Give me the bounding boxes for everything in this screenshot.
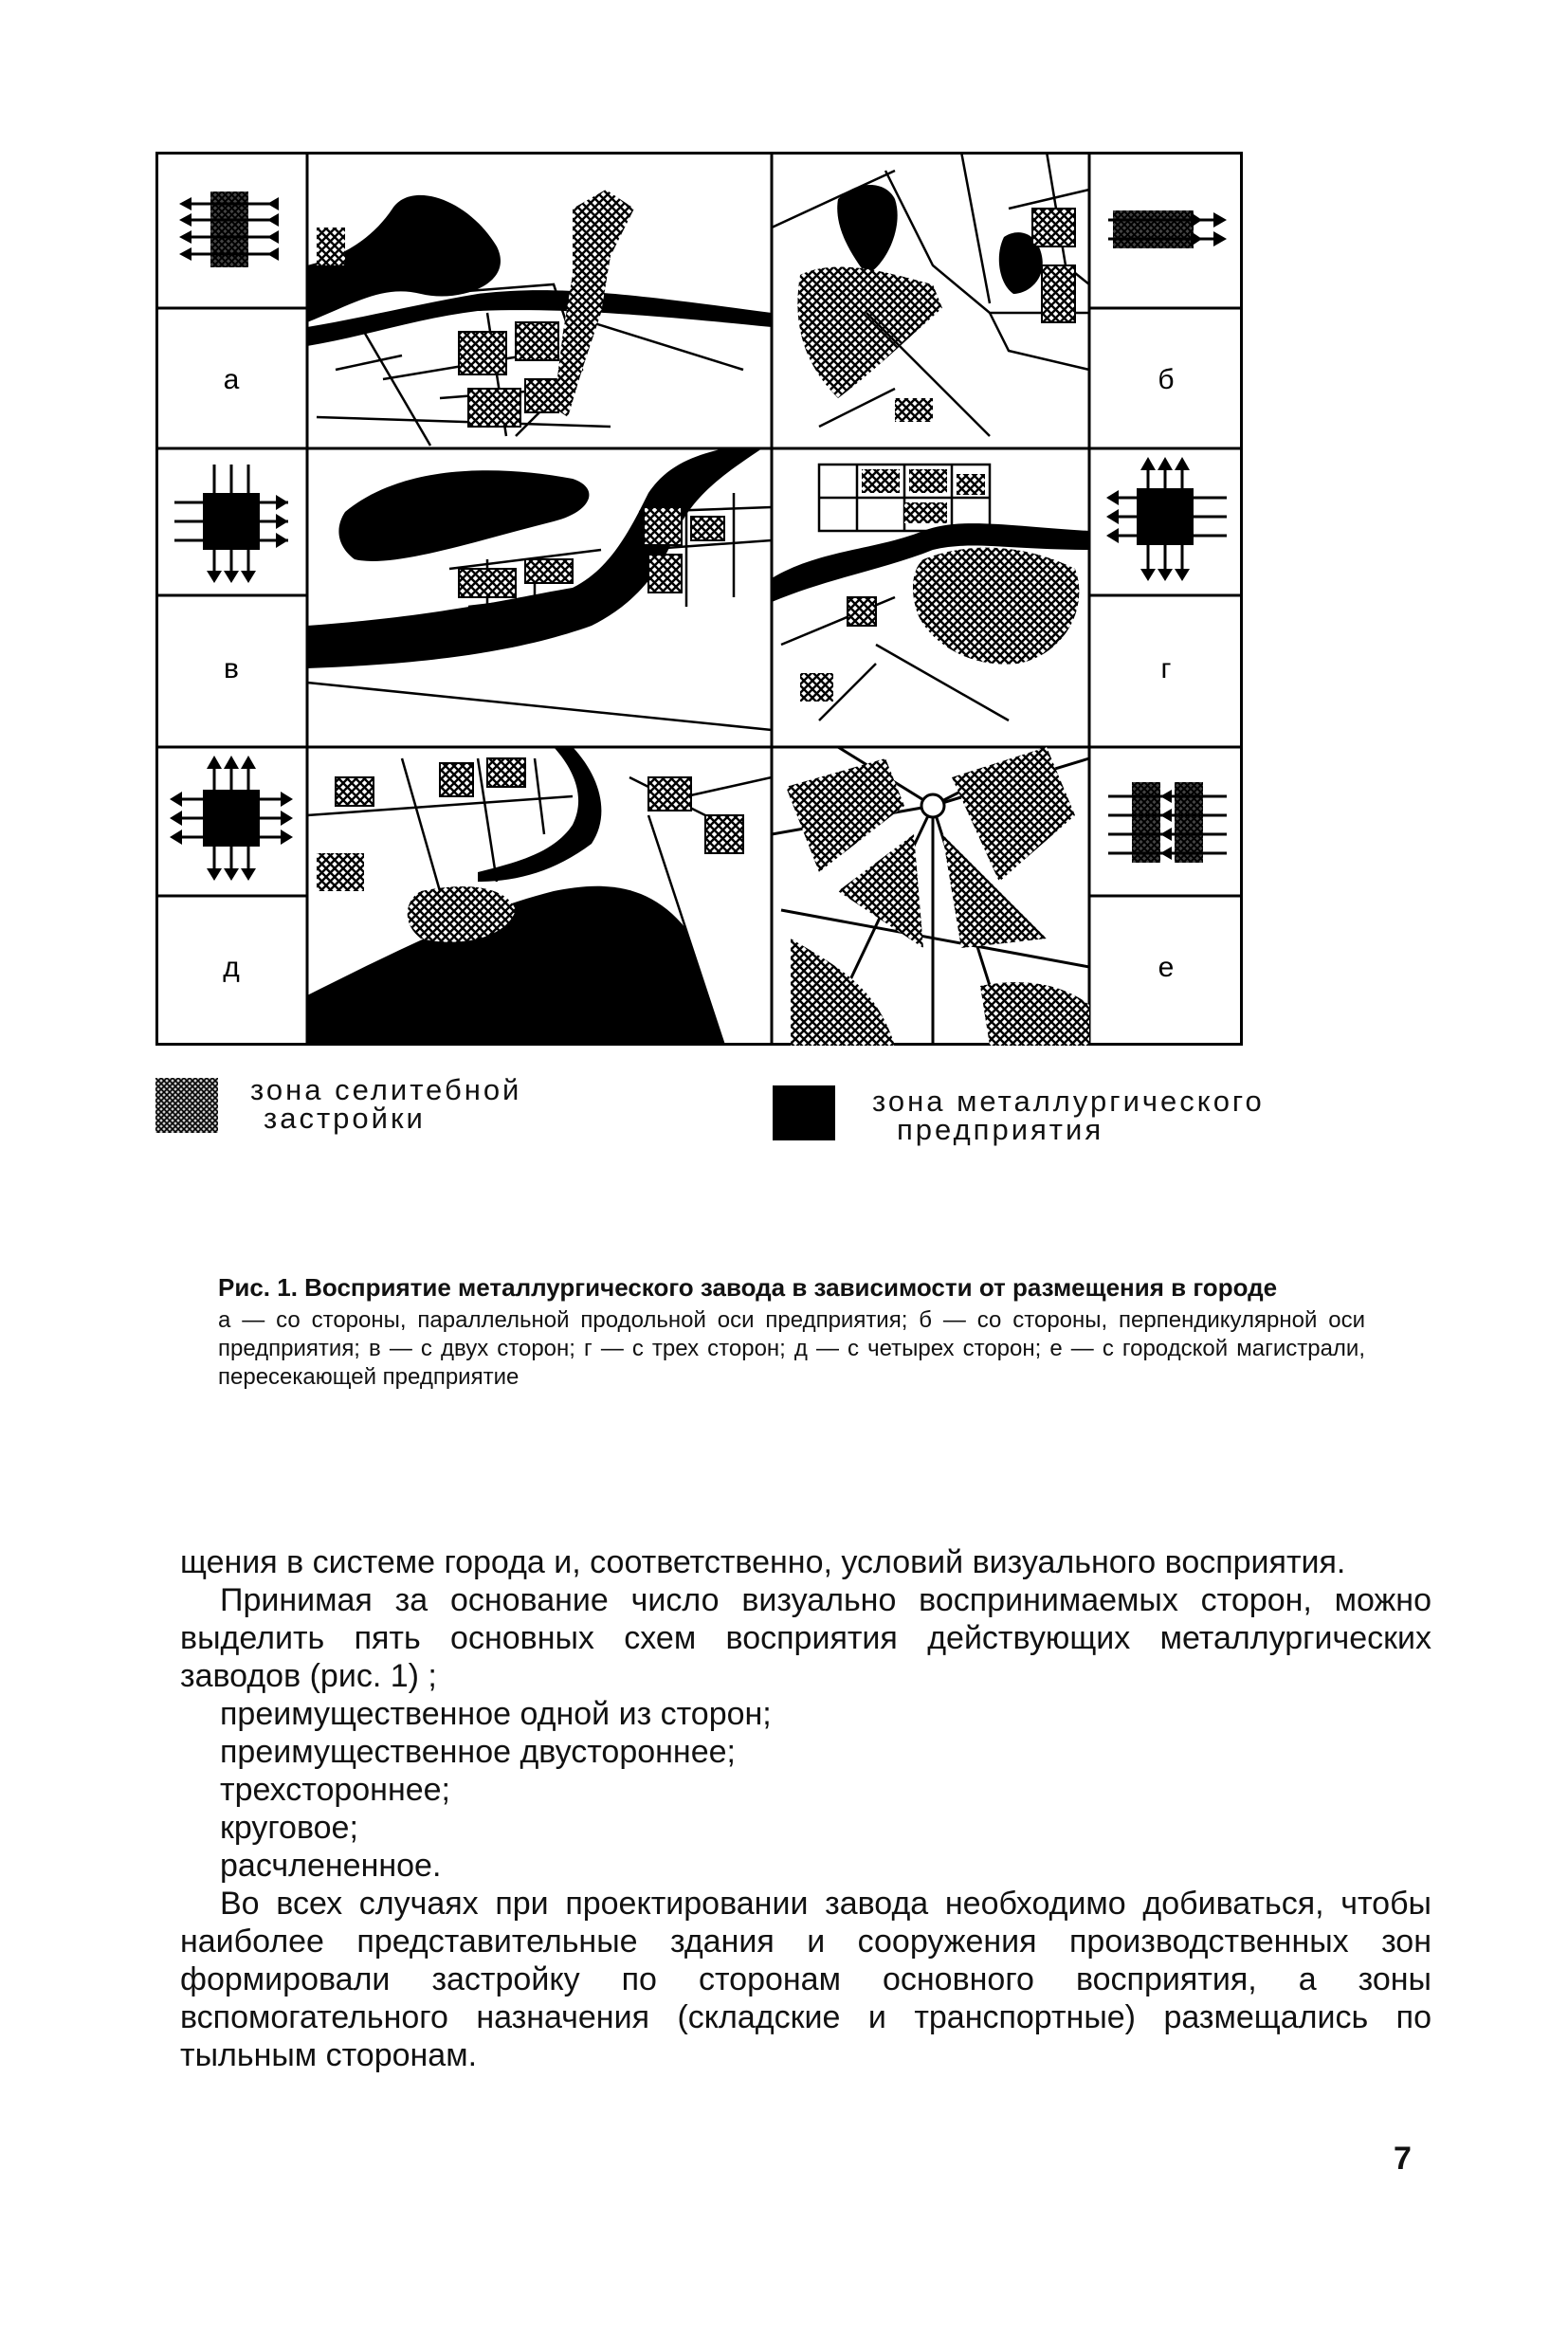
panel-label-e: е: [1158, 952, 1175, 983]
panel-label-d: д: [223, 952, 240, 983]
legend-metallurgical-line2: предприятия: [897, 1113, 1104, 1146]
caption-title: Рис. 1. Восприятие металлургического завода в зависимости от размещения в городе: [218, 1273, 1278, 1302]
legend-residential-line1: зона селитебной: [250, 1073, 522, 1106]
list-item: круговое;: [220, 1810, 358, 1846]
list-item: преимущественное одной из сторон;: [220, 1696, 772, 1732]
paragraph-3: Во всех случаях при проектировании завода необходимо добиваться, чтобы наиболее представительные здания и сооружения производственных зон формировали застройку по сторонам основного восприятия, а зоны вспомогательного назначения (складские и транспортные) размещались по тыльным сторонам.: [180, 1886, 1431, 2073]
panel-label-v: в: [224, 653, 239, 684]
page-number: 7: [1394, 2141, 1412, 2177]
metallurgical-zone-swatch: [773, 1085, 835, 1140]
paragraph-1: щения в системе города и, соответственно, условий визуального восприятия.: [180, 1544, 1346, 1580]
figure-perception-schemes: [155, 152, 1243, 1046]
panel-label-g: г: [1160, 653, 1172, 684]
caption-description: а — со стороны, параллельной продольной оси предприятия; б — со стороны, перпендикулярной оси предприятия; в — с двух сторон; г — с трех сторон; д — с четырех сторон; е — с городской магистрали, пересекающей предприятие: [218, 1307, 1365, 1390]
list-item: расчлененное.: [220, 1848, 442, 1884]
panel-label-a: а: [223, 364, 240, 395]
list-item: преимущественное двустороннее;: [220, 1734, 736, 1770]
legend-residential-line2: застройки: [264, 1102, 426, 1135]
legend-metallurgical-line1: зона металлургического: [872, 1085, 1265, 1118]
list-item: трехстороннее;: [220, 1772, 450, 1808]
figure-caption: [218, 1272, 1365, 1392]
residential-zone-swatch: [155, 1078, 218, 1133]
paragraph-2: Принимая за основание число визуально воспринимаемых сторон, можно выделить пять основных схем восприятия действующих металлургических заводов (рис. 1) ;: [180, 1582, 1431, 1694]
panel-label-b: б: [1158, 364, 1175, 395]
body-text: [180, 1543, 1431, 2074]
